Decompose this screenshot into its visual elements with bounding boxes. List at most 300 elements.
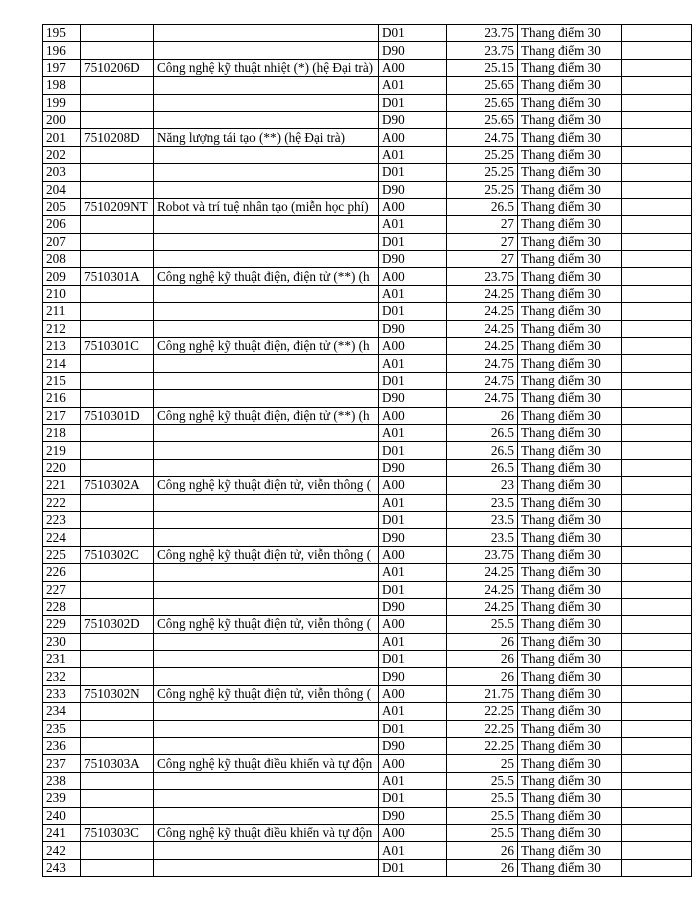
row-number-cell: 211: [43, 303, 81, 320]
table-row: [43, 494, 692, 511]
program-name-cell: [154, 372, 379, 389]
subject-combination-cell: A00: [379, 824, 447, 841]
program-code-cell: [81, 668, 154, 685]
admission-score-cell: 24.25: [447, 303, 518, 320]
row-number-cell: 212: [43, 320, 81, 337]
row-number-cell: 228: [43, 598, 81, 615]
note-cell: [622, 25, 692, 42]
program-name-cell: Công nghệ kỹ thuật điện, điện tử (**) (h: [154, 338, 379, 355]
admission-score-cell: 27: [447, 233, 518, 250]
program-name-cell: [154, 651, 379, 668]
subject-combination-cell: A00: [379, 685, 447, 702]
note-cell: [622, 546, 692, 563]
admission-score-cell: 26: [447, 859, 518, 876]
table-row: [43, 285, 692, 302]
program-name-cell: [154, 94, 379, 111]
admission-score-cell: 25.65: [447, 94, 518, 111]
score-scale-cell: Thang điểm 30: [518, 772, 622, 789]
row-number-cell: 209: [43, 268, 81, 285]
program-code-cell: [81, 181, 154, 198]
admission-score-cell: 25.25: [447, 181, 518, 198]
row-number-cell: 202: [43, 146, 81, 163]
note-cell: [622, 807, 692, 824]
subject-combination-cell: D01: [379, 372, 447, 389]
admission-score-cell: 24.25: [447, 581, 518, 598]
row-number-cell: 242: [43, 842, 81, 859]
subject-combination-cell: A00: [379, 616, 447, 633]
program-name-cell: Công nghệ kỹ thuật nhiệt (*) (hệ Đại trà): [154, 59, 379, 76]
subject-combination-cell: D01: [379, 720, 447, 737]
score-scale-cell: Thang điểm 30: [518, 598, 622, 615]
table-row: [43, 685, 692, 702]
admission-score-cell: 25.5: [447, 616, 518, 633]
table-row: [43, 477, 692, 494]
admission-score-cell: 24.25: [447, 598, 518, 615]
program-name-cell: [154, 164, 379, 181]
row-number-cell: 195: [43, 25, 81, 42]
note-cell: [622, 564, 692, 581]
table-row: [43, 59, 692, 76]
program-code-cell: [81, 511, 154, 528]
table-row: [43, 146, 692, 163]
score-scale-cell: Thang điểm 30: [518, 424, 622, 441]
row-number-cell: 213: [43, 338, 81, 355]
table-row: [43, 94, 692, 111]
table-row: [43, 42, 692, 59]
admission-score-cell: 25.25: [447, 146, 518, 163]
program-name-cell: [154, 564, 379, 581]
table-row: [43, 824, 692, 841]
note-cell: [622, 303, 692, 320]
program-name-cell: Công nghệ kỹ thuật điện tử, viễn thông (: [154, 546, 379, 563]
row-number-cell: 238: [43, 772, 81, 789]
admission-score-cell: 26: [447, 407, 518, 424]
program-name-cell: [154, 511, 379, 528]
subject-combination-cell: D01: [379, 790, 447, 807]
score-scale-cell: Thang điểm 30: [518, 564, 622, 581]
program-code-cell: [81, 442, 154, 459]
program-code-cell: [81, 772, 154, 789]
subject-combination-cell: A00: [379, 407, 447, 424]
admission-score-cell: 22.25: [447, 703, 518, 720]
subject-combination-cell: D01: [379, 651, 447, 668]
table-row: [43, 651, 692, 668]
admission-score-cell: 23: [447, 477, 518, 494]
note-cell: [622, 703, 692, 720]
admission-score-cell: 23.75: [447, 268, 518, 285]
row-number-cell: 198: [43, 77, 81, 94]
note-cell: [622, 94, 692, 111]
subject-combination-cell: A01: [379, 146, 447, 163]
row-number-cell: 219: [43, 442, 81, 459]
note-cell: [622, 477, 692, 494]
program-code-cell: [81, 233, 154, 250]
program-name-cell: [154, 442, 379, 459]
table-row: [43, 407, 692, 424]
score-scale-cell: Thang điểm 30: [518, 477, 622, 494]
note-cell: [622, 616, 692, 633]
score-scale-cell: Thang điểm 30: [518, 25, 622, 42]
program-name-cell: Công nghệ kỹ thuật điều khiển và tự độn: [154, 755, 379, 772]
admission-score-cell: 22.25: [447, 738, 518, 755]
note-cell: [622, 772, 692, 789]
score-scale-cell: Thang điểm 30: [518, 755, 622, 772]
program-name-cell: [154, 251, 379, 268]
score-scale-cell: Thang điểm 30: [518, 164, 622, 181]
row-number-cell: 226: [43, 564, 81, 581]
note-cell: [622, 77, 692, 94]
program-name-cell: [154, 285, 379, 302]
table-row: [43, 790, 692, 807]
subject-combination-cell: D01: [379, 442, 447, 459]
score-scale-cell: Thang điểm 30: [518, 790, 622, 807]
program-name-cell: [154, 738, 379, 755]
program-code-cell: [81, 459, 154, 476]
table-row: [43, 303, 692, 320]
admission-score-cell: 27: [447, 251, 518, 268]
score-scale-cell: Thang điểm 30: [518, 651, 622, 668]
program-code-cell: [81, 77, 154, 94]
note-cell: [622, 424, 692, 441]
note-cell: [622, 824, 692, 841]
subject-combination-cell: A00: [379, 129, 447, 146]
admission-score-cell: 25.25: [447, 164, 518, 181]
table-row: [43, 338, 692, 355]
program-code-cell: [81, 285, 154, 302]
row-number-cell: 240: [43, 807, 81, 824]
admission-score-cell: 23.75: [447, 546, 518, 563]
subject-combination-cell: A01: [379, 842, 447, 859]
score-scale-cell: Thang điểm 30: [518, 94, 622, 111]
program-code-cell: [81, 251, 154, 268]
score-scale-cell: Thang điểm 30: [518, 529, 622, 546]
row-number-cell: 230: [43, 633, 81, 650]
row-number-cell: 229: [43, 616, 81, 633]
table-row: [43, 77, 692, 94]
program-code-cell: [81, 564, 154, 581]
program-code-cell: [81, 807, 154, 824]
table-row: [43, 442, 692, 459]
score-scale-cell: Thang điểm 30: [518, 685, 622, 702]
score-scale-cell: Thang điểm 30: [518, 633, 622, 650]
note-cell: [622, 738, 692, 755]
subject-combination-cell: D90: [379, 529, 447, 546]
program-name-cell: [154, 303, 379, 320]
subject-combination-cell: A00: [379, 338, 447, 355]
table-row: [43, 251, 692, 268]
table-row: [43, 738, 692, 755]
score-scale-cell: Thang điểm 30: [518, 59, 622, 76]
note-cell: [622, 668, 692, 685]
admission-score-cell: 26.5: [447, 424, 518, 441]
admission-score-cell: 25: [447, 755, 518, 772]
subject-combination-cell: D90: [379, 42, 447, 59]
score-scale-cell: Thang điểm 30: [518, 77, 622, 94]
admission-score-cell: 25.5: [447, 824, 518, 841]
row-number-cell: 236: [43, 738, 81, 755]
program-name-cell: [154, 459, 379, 476]
row-number-cell: 222: [43, 494, 81, 511]
row-number-cell: 208: [43, 251, 81, 268]
admission-score-cell: 25.5: [447, 790, 518, 807]
program-name-cell: [154, 529, 379, 546]
subject-combination-cell: D90: [379, 598, 447, 615]
note-cell: [622, 146, 692, 163]
admission-score-cell: 26: [447, 651, 518, 668]
table-row: [43, 859, 692, 876]
table-row: [43, 129, 692, 146]
program-code-cell: [81, 651, 154, 668]
admission-score-cell: 24.75: [447, 129, 518, 146]
note-cell: [622, 285, 692, 302]
program-code-cell: 7510302N: [81, 685, 154, 702]
subject-combination-cell: A01: [379, 564, 447, 581]
program-name-cell: [154, 859, 379, 876]
row-number-cell: 217: [43, 407, 81, 424]
program-name-cell: [154, 790, 379, 807]
note-cell: [622, 842, 692, 859]
program-code-cell: [81, 790, 154, 807]
row-number-cell: 232: [43, 668, 81, 685]
program-name-cell: [154, 842, 379, 859]
table-row: [43, 233, 692, 250]
note-cell: [622, 355, 692, 372]
program-name-cell: [154, 390, 379, 407]
note-cell: [622, 390, 692, 407]
note-cell: [622, 581, 692, 598]
subject-combination-cell: D90: [379, 668, 447, 685]
program-name-cell: Công nghệ kỹ thuật điện tử, viễn thông (: [154, 477, 379, 494]
table-row: [43, 25, 692, 42]
program-code-cell: [81, 94, 154, 111]
admission-score-cell: 23.75: [447, 25, 518, 42]
note-cell: [622, 216, 692, 233]
note-cell: [622, 685, 692, 702]
subject-combination-cell: D01: [379, 164, 447, 181]
admission-score-cell: 26.5: [447, 198, 518, 215]
table-row: [43, 772, 692, 789]
program-name-cell: [154, 111, 379, 128]
score-scale-cell: Thang điểm 30: [518, 233, 622, 250]
subject-combination-cell: D90: [379, 738, 447, 755]
program-name-cell: [154, 146, 379, 163]
table-row: [43, 355, 692, 372]
score-scale-cell: Thang điểm 30: [518, 511, 622, 528]
note-cell: [622, 181, 692, 198]
program-name-cell: [154, 633, 379, 650]
subject-combination-cell: D90: [379, 111, 447, 128]
program-code-cell: [81, 720, 154, 737]
program-name-cell: [154, 25, 379, 42]
subject-combination-cell: D90: [379, 181, 447, 198]
admission-score-cell: 24.25: [447, 320, 518, 337]
table-row: [43, 598, 692, 615]
score-scale-cell: Thang điểm 30: [518, 407, 622, 424]
table-row: [43, 424, 692, 441]
admission-score-cell: 24.25: [447, 285, 518, 302]
subject-combination-cell: A01: [379, 494, 447, 511]
table-row: [43, 581, 692, 598]
table-row: [43, 320, 692, 337]
program-code-cell: 7510301A: [81, 268, 154, 285]
program-name-cell: [154, 772, 379, 789]
subject-combination-cell: D01: [379, 233, 447, 250]
score-scale-cell: Thang điểm 30: [518, 146, 622, 163]
admission-score-cell: 26.5: [447, 459, 518, 476]
table-row: [43, 216, 692, 233]
program-code-cell: [81, 633, 154, 650]
program-code-cell: [81, 598, 154, 615]
note-cell: [622, 459, 692, 476]
note-cell: [622, 251, 692, 268]
row-number-cell: 206: [43, 216, 81, 233]
note-cell: [622, 338, 692, 355]
score-scale-cell: Thang điểm 30: [518, 111, 622, 128]
note-cell: [622, 859, 692, 876]
program-code-cell: [81, 390, 154, 407]
subject-combination-cell: A01: [379, 703, 447, 720]
admission-score-cell: 26: [447, 668, 518, 685]
table-row: [43, 842, 692, 859]
row-number-cell: 214: [43, 355, 81, 372]
admission-score-cell: 25.5: [447, 807, 518, 824]
table-body: [43, 25, 692, 877]
subject-combination-cell: D01: [379, 581, 447, 598]
admission-score-cell: 26.5: [447, 442, 518, 459]
subject-combination-cell: A01: [379, 285, 447, 302]
note-cell: [622, 233, 692, 250]
score-scale-cell: Thang điểm 30: [518, 129, 622, 146]
note-cell: [622, 442, 692, 459]
admission-score-cell: 25.65: [447, 77, 518, 94]
note-cell: [622, 129, 692, 146]
admission-score-cell: 23.5: [447, 494, 518, 511]
subject-combination-cell: D01: [379, 25, 447, 42]
subject-combination-cell: D90: [379, 459, 447, 476]
program-code-cell: 7510302A: [81, 477, 154, 494]
program-name-cell: Năng lượng tái tạo (**) (hệ Đại trà): [154, 129, 379, 146]
row-number-cell: 231: [43, 651, 81, 668]
table-row: [43, 164, 692, 181]
subject-combination-cell: D90: [379, 320, 447, 337]
row-number-cell: 220: [43, 459, 81, 476]
subject-combination-cell: A01: [379, 216, 447, 233]
program-name-cell: Công nghệ kỹ thuật điện, điện tử (**) (h: [154, 268, 379, 285]
note-cell: [622, 268, 692, 285]
program-name-cell: Công nghệ kỹ thuật điện tử, viễn thông (: [154, 616, 379, 633]
score-scale-cell: Thang điểm 30: [518, 285, 622, 302]
score-scale-cell: Thang điểm 30: [518, 824, 622, 841]
note-cell: [622, 320, 692, 337]
note-cell: [622, 164, 692, 181]
row-number-cell: 221: [43, 477, 81, 494]
score-scale-cell: Thang điểm 30: [518, 546, 622, 563]
score-scale-cell: Thang điểm 30: [518, 703, 622, 720]
program-code-cell: [81, 424, 154, 441]
note-cell: [622, 494, 692, 511]
program-name-cell: [154, 216, 379, 233]
row-number-cell: 200: [43, 111, 81, 128]
table-row: [43, 529, 692, 546]
admission-score-cell: 24.25: [447, 338, 518, 355]
admission-scores-table: [42, 24, 692, 877]
admission-score-cell: 24.75: [447, 390, 518, 407]
score-scale-cell: Thang điểm 30: [518, 842, 622, 859]
admission-score-cell: 24.75: [447, 355, 518, 372]
score-scale-cell: Thang điểm 30: [518, 581, 622, 598]
program-code-cell: 7510301C: [81, 338, 154, 355]
score-scale-cell: Thang điểm 30: [518, 720, 622, 737]
admission-score-cell: 25.65: [447, 111, 518, 128]
row-number-cell: 225: [43, 546, 81, 563]
row-number-cell: 199: [43, 94, 81, 111]
note-cell: [622, 720, 692, 737]
program-code-cell: [81, 164, 154, 181]
note-cell: [622, 407, 692, 424]
admission-score-cell: 27: [447, 216, 518, 233]
admission-score-cell: 24.25: [447, 564, 518, 581]
row-number-cell: 216: [43, 390, 81, 407]
score-scale-cell: Thang điểm 30: [518, 355, 622, 372]
row-number-cell: 207: [43, 233, 81, 250]
admission-score-cell: 22.25: [447, 720, 518, 737]
note-cell: [622, 511, 692, 528]
row-number-cell: 203: [43, 164, 81, 181]
table-row: [43, 546, 692, 563]
admission-score-cell: 23.75: [447, 42, 518, 59]
subject-combination-cell: A00: [379, 198, 447, 215]
program-name-cell: [154, 581, 379, 598]
program-code-cell: 7510302C: [81, 546, 154, 563]
program-code-cell: 7510302D: [81, 616, 154, 633]
row-number-cell: 241: [43, 824, 81, 841]
program-code-cell: [81, 372, 154, 389]
note-cell: [622, 598, 692, 615]
program-code-cell: [81, 111, 154, 128]
row-number-cell: 234: [43, 703, 81, 720]
program-name-cell: [154, 703, 379, 720]
subject-combination-cell: D01: [379, 511, 447, 528]
program-name-cell: [154, 494, 379, 511]
table-row: [43, 268, 692, 285]
row-number-cell: 201: [43, 129, 81, 146]
program-name-cell: [154, 42, 379, 59]
note-cell: [622, 111, 692, 128]
row-number-cell: 218: [43, 424, 81, 441]
score-scale-cell: Thang điểm 30: [518, 616, 622, 633]
subject-combination-cell: A00: [379, 268, 447, 285]
row-number-cell: 204: [43, 181, 81, 198]
program-code-cell: [81, 703, 154, 720]
subject-combination-cell: A01: [379, 424, 447, 441]
subject-combination-cell: A01: [379, 355, 447, 372]
table-row: [43, 720, 692, 737]
score-scale-cell: Thang điểm 30: [518, 42, 622, 59]
admission-score-cell: 23.5: [447, 529, 518, 546]
row-number-cell: 227: [43, 581, 81, 598]
note-cell: [622, 651, 692, 668]
score-scale-cell: Thang điểm 30: [518, 181, 622, 198]
score-scale-cell: Thang điểm 30: [518, 459, 622, 476]
admission-score-cell: 26: [447, 633, 518, 650]
program-code-cell: 7510303C: [81, 824, 154, 841]
subject-combination-cell: D90: [379, 390, 447, 407]
program-name-cell: [154, 355, 379, 372]
subject-combination-cell: A00: [379, 477, 447, 494]
program-code-cell: [81, 303, 154, 320]
program-code-cell: [81, 738, 154, 755]
table-row: [43, 703, 692, 720]
